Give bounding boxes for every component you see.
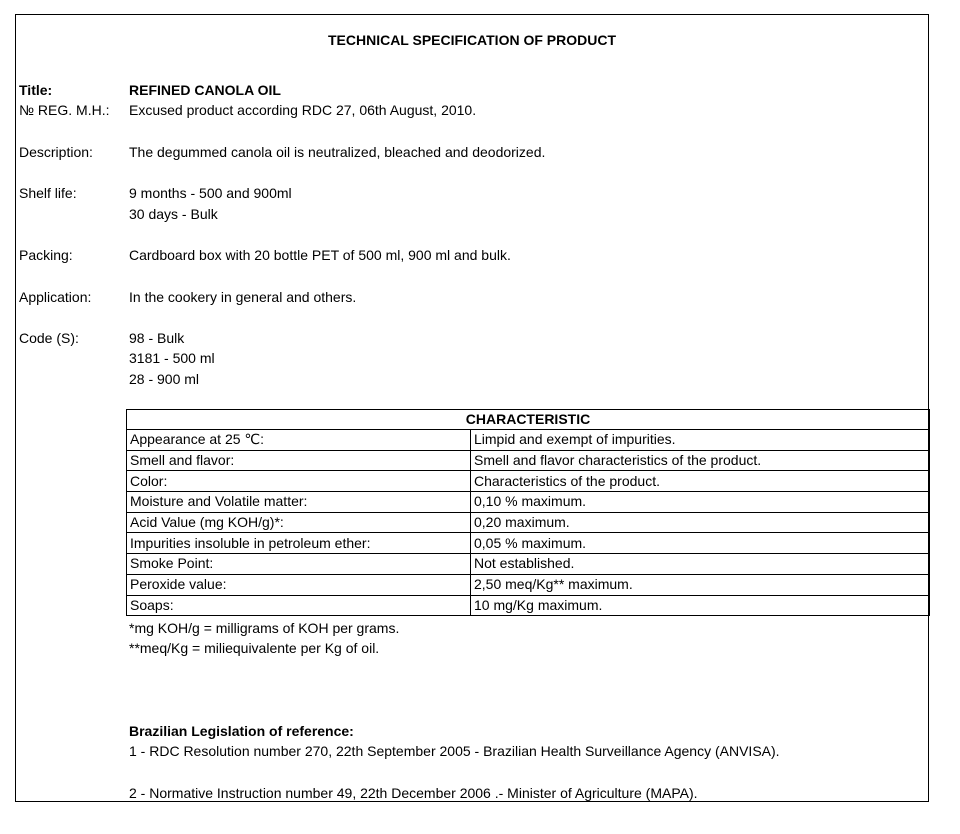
- title-label: Title:: [19, 82, 53, 98]
- table-cell-value: Not established.: [471, 554, 930, 575]
- table-cell-property: Smoke Point:: [127, 554, 471, 575]
- table-row: [127, 533, 930, 554]
- table-cell-value: Characteristics of the product.: [471, 471, 930, 492]
- legislation-item-2: 2 - Normative Instruction number 49, 22th December 2006 .- Minister of Agriculture (MAPA).: [129, 785, 698, 801]
- table-cell-value: 0,05 % maximum.: [471, 533, 930, 554]
- table-cell-value: Limpid and exempt of impurities.: [471, 430, 930, 451]
- footnote-peroxide: **meq/Kg = miliequivalente per Kg of oil.: [129, 640, 380, 656]
- table-cell-property: Soaps:: [127, 595, 471, 616]
- table-cell-value: 10 mg/Kg maximum.: [471, 595, 930, 616]
- table-cell-property: Acid Value (mg KOH/g)*:: [127, 512, 471, 533]
- table-row: [127, 471, 930, 492]
- title-value: REFINED CANOLA OIL: [129, 82, 281, 98]
- reg-label: № REG. M.H.:: [19, 102, 110, 118]
- table-cell-property: Moisture and Volatile matter:: [127, 492, 471, 513]
- table-row: [127, 595, 930, 616]
- application-label: Application:: [19, 289, 92, 305]
- code-value-2: 3181 - 500 ml: [129, 350, 215, 366]
- code-label: Code (S):: [19, 330, 79, 346]
- legislation-heading: Brazilian Legislation of reference:: [129, 723, 354, 739]
- spec-document: [15, 14, 929, 802]
- packing-label: Packing:: [19, 247, 73, 263]
- table-cell-value: 0,20 maximum.: [471, 512, 930, 533]
- table-header-row: [127, 410, 930, 430]
- table-row: [127, 492, 930, 513]
- code-value-3: 28 - 900 ml: [129, 371, 200, 387]
- shelf-life-value-2: 30 days - Bulk: [129, 206, 218, 222]
- page-title: TECHNICAL SPECIFICATION OF PRODUCT: [327, 32, 617, 48]
- table-cell-property: Impurities insoluble in petroleum ether:: [127, 533, 471, 554]
- table-row: [127, 512, 930, 533]
- table-row: [127, 554, 930, 575]
- footnote-acid: *mg KOH/g = milligrams of KOH per grams.: [129, 620, 400, 636]
- table-row: [127, 430, 930, 451]
- table-row: [127, 574, 930, 595]
- description-label: Description:: [19, 144, 93, 160]
- table-cell-property: Color:: [127, 471, 471, 492]
- table-cell-value: 0,10 % maximum.: [471, 492, 930, 513]
- table-row: [127, 450, 930, 471]
- description-value: The degummed canola oil is neutralized, bleached and deodorized.: [129, 144, 546, 160]
- reg-value: Excused product according RDC 27, 06th August, 2010.: [129, 102, 477, 118]
- characteristic-table: [126, 409, 930, 616]
- table-cell-value: 2,50 meq/Kg** maximum.: [471, 574, 930, 595]
- packing-value: Cardboard box with 20 bottle PET of 500 ml, 900 ml and bulk.: [129, 247, 511, 263]
- application-value: In the cookery in general and others.: [129, 289, 357, 305]
- shelf-life-label: Shelf life:: [19, 185, 77, 201]
- table-cell-value: Smell and flavor characteristics of the product.: [471, 450, 930, 471]
- table-cell-property: Peroxide value:: [127, 574, 471, 595]
- code-value-1: 98 - Bulk: [129, 330, 185, 346]
- table-cell-property: Appearance at 25 ℃:: [127, 430, 471, 451]
- table-cell-property: Smell and flavor:: [127, 450, 471, 471]
- table-header: CHARACTERISTIC: [127, 410, 930, 430]
- shelf-life-value-1: 9 months - 500 and 900ml: [129, 185, 292, 201]
- legislation-item-1: 1 - RDC Resolution number 270, 22th September 2005 - Brazilian Health Surveillance Agency (ANVISA).: [129, 743, 780, 759]
